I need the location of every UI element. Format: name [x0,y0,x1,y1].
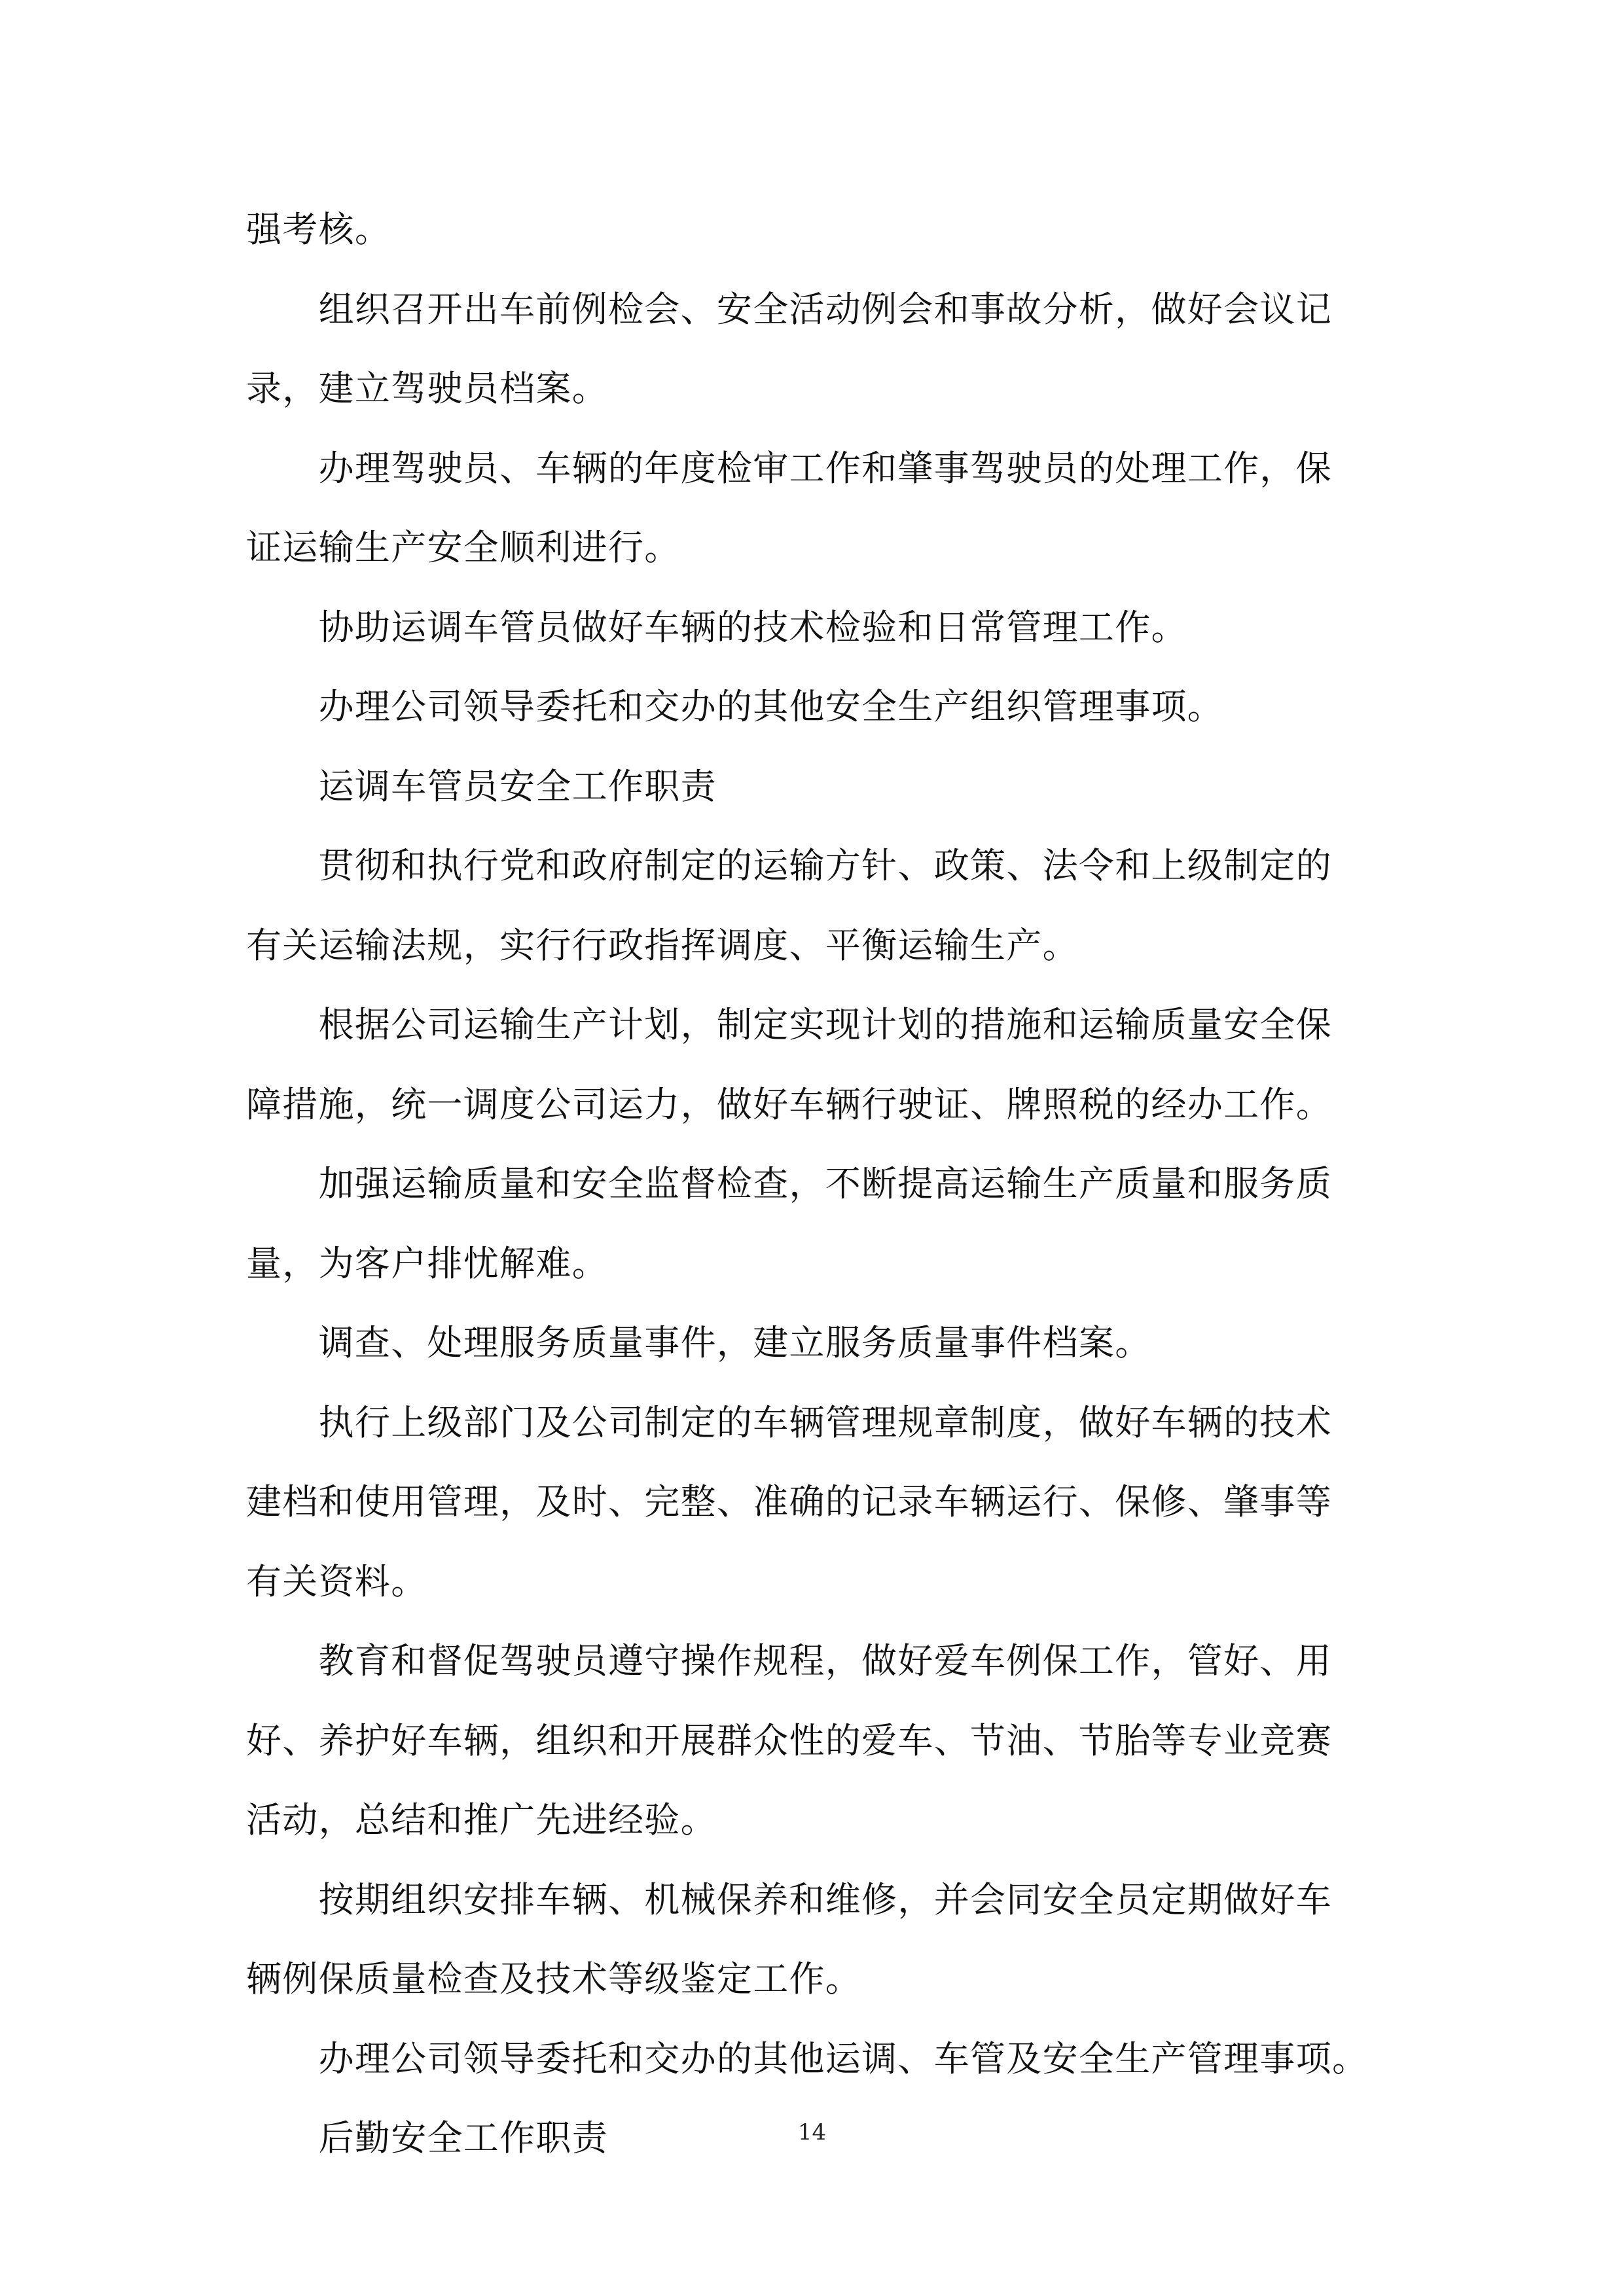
page-number: 14 [797,2119,827,2145]
paragraph: 按期组织安排车辆、机械保养和维修，并会同安全员定期做好车 辆例保质量检查及技术等级鉴定工作。 [246,1878,1332,2000]
paragraph: 调查、处理服务质量事件，建立服务质量事件档案。 [246,1322,1151,1363]
paragraph: 执行上级部门及公司制定的车辆管理规章制度，做好车辆的技术 建档和使用管理，及时、完整、准确的记录车辆运行、保修、肇事等 有关资料。 [246,1401,1332,1602]
section-heading: 运调车管员安全工作职责 [246,765,717,807]
paragraph: 教育和督促驾驶员遵守操作规程，做好爱车例保工作，管好、用 好、养护好车辆，组织和开展群众性的爱车、节油、节胎等专业竞赛 活动，总结和推广先进经验。 [246,1640,1332,1840]
paragraph: 协助运调车管员做好车辆的技术检验和日常管理工作。 [246,606,1187,648]
paragraph: 贯彻和执行党和政府制定的运输方针、政策、法令和上级制定的 有关运输法规，实行行政指挥调度、平衡运输生产。 [246,845,1332,966]
section-heading: 后勤安全工作职责 [246,2117,608,2159]
paragraph: 加强运输质量和安全监督检查，不断提高运输生产质量和服务质 量，为客户排忧解难。 [246,1163,1332,1284]
paragraph: 根据公司运输生产计划，制定实现计划的措施和运输质量安全保 障措施，统一调度公司运力，做好车辆行驶证、牌照税的经办工作。 [246,1004,1332,1125]
paragraph: 组织召开出车前例检会、安全活动例会和事故分析，做好会议记 录，建立驾驶员档案。 [246,288,1332,409]
paragraph: 强考核。 [246,209,391,250]
paragraph: 办理公司领导委托和交办的其他运调、车管及安全生产管理事项。 [246,2037,1369,2079]
paragraph: 办理驾驶员、车辆的年度检审工作和肇事驾驶员的处理工作，保 证运输生产安全顺利进行。 [246,447,1332,568]
body-text [246,190,1393,2178]
paragraph: 办理公司领导委托和交办的其他安全生产组织管理事项。 [246,686,1224,727]
